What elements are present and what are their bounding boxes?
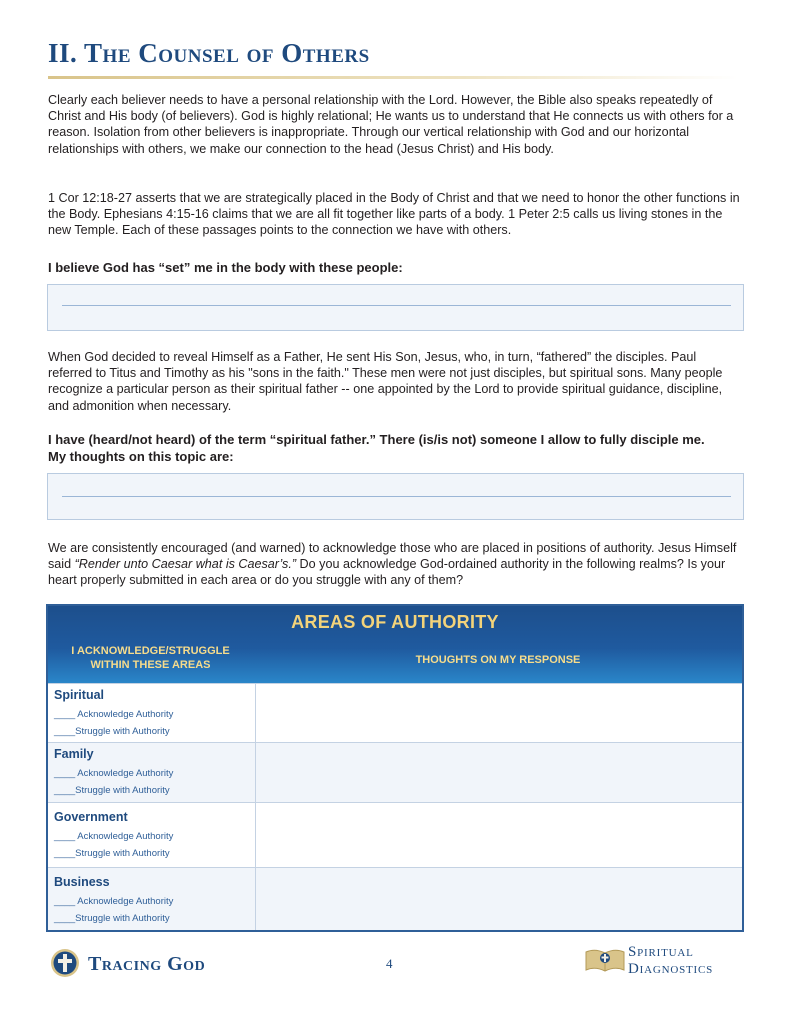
caesar-quote: “Render unto Caesar what is Caesar’s.” [74,557,297,572]
response-cell[interactable] [256,684,742,742]
prompt-spiritual-father-line1: I have (heard/not heard) of the term “spiritual father.” There (is/is not) someone I allow to fully disciple me. [48,432,705,447]
brand-line-1: Spiritual [628,944,694,960]
response-cell[interactable] [256,868,742,930]
intro-paragraph-1: Clearly each believer needs to have a personal relationship with the Lord. However, the Bible also speaks repeatedly of Christ and His body (of believers). God is highly relational; He wants us to understand that He connects us with others for a reason. Isolation from other believers is inappropriate. Through our vertical relationship with God and our horizontal relationships with others, we make our connection to the head (Jesus Christ) and His body. [48,93,734,156]
area-name: Business [54,875,110,889]
prompt-spiritual-father [48,431,748,465]
authority-paragraph [48,540,740,589]
struggle-option[interactable]: ____Struggle with Authority [54,848,170,859]
brand-line-2: Diagnostics [628,961,714,977]
acknowledge-option[interactable]: ____ Acknowledge Authority [54,896,174,907]
table-title: AREAS OF AUTHORITY [291,612,499,632]
footer-brand-tracing-god: Tracing God [88,953,206,975]
table-header [48,606,742,683]
answer-line [62,496,731,497]
page-title: II. The Counsel of Others [48,38,370,68]
page-number: 4 [386,956,393,971]
open-bible-icon [584,944,626,974]
intro-paragraph-2: 1 Cor 12:18-27 asserts that we are strategically placed in the Body of Christ and that we need to honor the other functions in the Body. Ephesians 4:15-16 claims that we are all fit together like parts of a body. 1 Peter 2:5 calls us living stones in the new Temple. Each of these passages points to the connection we have with others. [48,191,740,238]
area-name: Spiritual [54,688,105,702]
response-cell[interactable] [256,803,742,867]
spiritual-father-paragraph: When God decided to reveal Himself as a Father, He sent His Son, Jesus, who, in turn, “fathered” the disciples. Paul referred to Titus and Timothy as his "sons in the faith." These men were not just disciples, but spiritual sons. Many people recognize a particular person as their spiritual father -- one appointed by the Lord to provide spiritual guidance, discipline, and admonition when necessary. [48,350,723,413]
answer-line [62,305,731,306]
area-cell [48,743,256,802]
authority-text-before: We are consistently encouraged (and warned) to acknowledge those who are placed in positions of authority. Jesus Himself said [48,541,737,572]
area-name: Government [54,810,128,824]
authority-text-after: Do you acknowledge God-ordained authority in the following realms? Is your heart properly submitted in each area or do you struggle with any of them? [48,557,726,588]
acknowledge-option[interactable]: ____ Acknowledge Authority [54,768,174,779]
cross-shield-icon [50,948,80,978]
prompt-spiritual-father-line2: My thoughts on this topic are: [48,449,234,464]
struggle-option[interactable]: ____Struggle with Authority [54,785,170,796]
answer-box-spiritual-father[interactable] [47,473,744,520]
table-row-family [48,742,742,802]
struggle-option[interactable]: ____Struggle with Authority [54,913,170,924]
area-cell [48,868,256,930]
areas-of-authority-table [46,604,744,932]
acknowledge-option[interactable]: ____ Acknowledge Authority [54,831,174,842]
table-row-business [48,867,742,930]
response-cell[interactable] [256,743,742,802]
answer-box-body-placement[interactable] [47,284,744,331]
table-row-government [48,802,742,867]
area-cell [48,684,256,742]
column-header-areas: I ACKNOWLEDGE/STRUGGLE WITHIN THESE AREAS [71,645,230,671]
struggle-option[interactable]: ____Struggle with Authority [54,726,170,737]
title-divider [48,76,738,79]
acknowledge-option[interactable]: ____ Acknowledge Authority [54,709,174,720]
footer-brand-spiritual-diagnostics [628,944,713,978]
table-row-spiritual [48,683,742,742]
area-name: Family [54,747,94,761]
prompt-body-placement: I believe God has “set” me in the body with these people: [48,260,403,275]
area-cell [48,803,256,867]
column-header-thoughts: THOUGHTS ON MY RESPONSE [415,654,581,666]
